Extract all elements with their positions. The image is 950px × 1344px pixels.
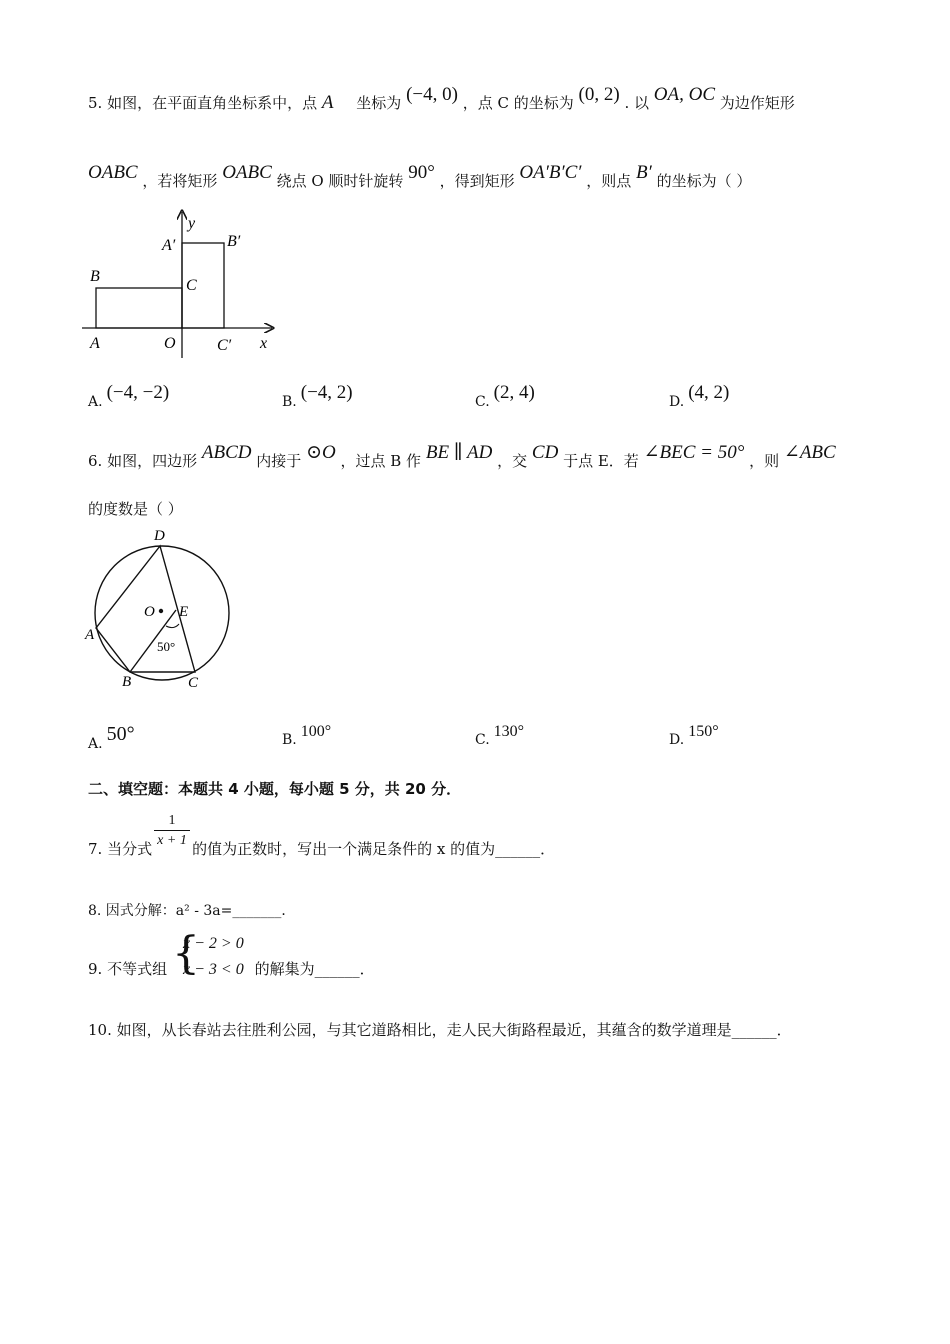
label-b-prime: B′ — [227, 233, 241, 250]
option-label: D. — [669, 394, 685, 410]
option-value: 50° — [106, 723, 135, 745]
q5-text: 绕点 O 顺时针旋转 — [276, 172, 404, 190]
label-c-prime: C′ — [217, 337, 232, 354]
math-rect: OABC — [88, 162, 138, 183]
circle-o — [95, 546, 229, 680]
math-segment: CD — [531, 442, 559, 463]
q5-option-d — [669, 382, 730, 412]
math-angle: 90° — [408, 162, 435, 183]
q5-figure — [82, 208, 282, 358]
fraction-denominator: x + 1 — [154, 830, 190, 851]
option-label: D. — [669, 732, 685, 748]
option-label: C. — [475, 732, 490, 748]
inequality-system — [183, 931, 244, 983]
label-c: C — [186, 277, 197, 294]
math-rect: OA′B′C′ — [519, 162, 582, 183]
q5-text: ，点 C 的坐标为 — [462, 94, 574, 112]
option-value: (−4, −2) — [106, 382, 170, 403]
fraction-numerator: 1 — [168, 813, 176, 828]
q6-line-2: 的度数是（ ） — [88, 500, 183, 518]
option-value: 100° — [300, 723, 332, 740]
math-condition: ∠BEC = 50° — [643, 442, 745, 463]
label-a: A — [90, 335, 100, 352]
q8-line: 8. 因式分解：a² - 3a=_______． — [88, 903, 296, 919]
rect-oabc — [96, 288, 182, 328]
q6-figure — [82, 526, 242, 696]
label-x: x — [260, 335, 268, 352]
label-y: y — [188, 215, 196, 232]
label-b: B — [122, 674, 132, 690]
label-angle: 50° — [157, 639, 176, 654]
option-value: (−4, 2) — [300, 382, 353, 403]
q5-text: ，若将矩形 — [142, 172, 218, 190]
q6-line-1 — [88, 442, 836, 472]
math-sides: OA, OC — [653, 84, 716, 105]
label-c: C — [188, 675, 199, 691]
option-value: 150° — [688, 723, 719, 740]
math-coord-a: (−4, 0) — [406, 84, 458, 105]
label-o: O — [164, 335, 176, 352]
angle-arc — [166, 624, 179, 628]
q6-text: ，交 — [497, 452, 528, 470]
math-point: B′ — [636, 162, 652, 183]
label-e: E — [179, 604, 189, 620]
option-label: B. — [282, 394, 297, 410]
q7-line — [88, 838, 555, 859]
label-b: B — [90, 268, 100, 285]
math-coord-c: (0, 2) — [578, 84, 620, 105]
math-point-a: A — [321, 92, 334, 113]
q6-text: 内接于 — [256, 452, 302, 470]
q5-text: ，得到矩形 — [439, 172, 515, 190]
brace: { — [172, 928, 200, 979]
label-o: O — [144, 604, 155, 620]
label-d: D — [154, 528, 165, 544]
math-parallel: BE ∥ AD — [425, 442, 493, 463]
q9-tail: 的解集为______． — [254, 960, 375, 978]
math-ask: ∠ABC — [783, 442, 836, 463]
label-a-prime: A′ — [162, 237, 176, 254]
inequality-2: x − 3 < 0 — [183, 961, 244, 978]
q7-lead: 7. 当分式 — [88, 840, 153, 858]
q5-line-1 — [88, 84, 795, 114]
q5-option-b — [282, 382, 353, 412]
q5-text: 5. 如图，在平面直角坐标系中，点 — [88, 94, 318, 112]
q5-text: 为边作矩形 — [719, 94, 795, 112]
q7-text: 的值为正数时，写出一个满足条件的 x 的值为______． — [192, 840, 556, 858]
q5-text: . 以 — [624, 94, 649, 112]
math-quad: ABCD — [201, 442, 252, 463]
option-label: C. — [475, 394, 490, 410]
q5-text: ，则点 — [586, 172, 632, 190]
math-rect: OABC — [222, 162, 272, 183]
q9-lead: 9. 不等式组 — [88, 960, 168, 978]
label-a: A — [85, 627, 95, 643]
option-value: (2, 4) — [493, 382, 535, 403]
option-value: (4, 2) — [688, 382, 730, 403]
q6-option-d — [669, 723, 719, 749]
section-heading: 二、填空题：本题共 4 小题，每小题 5 分，共 20 分． — [88, 780, 462, 798]
option-value: 130° — [493, 723, 525, 740]
q6-option-a — [88, 723, 135, 754]
q5-text: 坐标为 — [356, 94, 402, 112]
math-circle: ⊙O — [306, 442, 336, 463]
q5-option-a — [88, 382, 170, 412]
q5-line-2 — [88, 162, 752, 192]
center-dot — [159, 609, 163, 613]
q5-text: 的坐标为（ ） — [656, 172, 752, 190]
q6-text: 于点 E．若 — [563, 452, 639, 470]
q10-line: 10. 如图，从长春站去往胜利公园，与其它道路相比，走人民大街路程最近，其蕴含的数学道理是______． — [88, 1021, 792, 1039]
option-label: B. — [282, 732, 297, 748]
inequality-1: x − 2 > 0 — [183, 935, 244, 952]
q6-option-c — [475, 723, 525, 749]
q5-option-c — [475, 382, 535, 412]
q6-text: ，则 — [749, 452, 780, 470]
q6-text: ，过点 B 作 — [340, 452, 422, 470]
q6-option-b — [282, 723, 332, 749]
option-label: A. — [88, 394, 103, 410]
option-label: A. — [88, 736, 103, 752]
q6-text: 6. 如图，四边形 — [88, 452, 198, 470]
